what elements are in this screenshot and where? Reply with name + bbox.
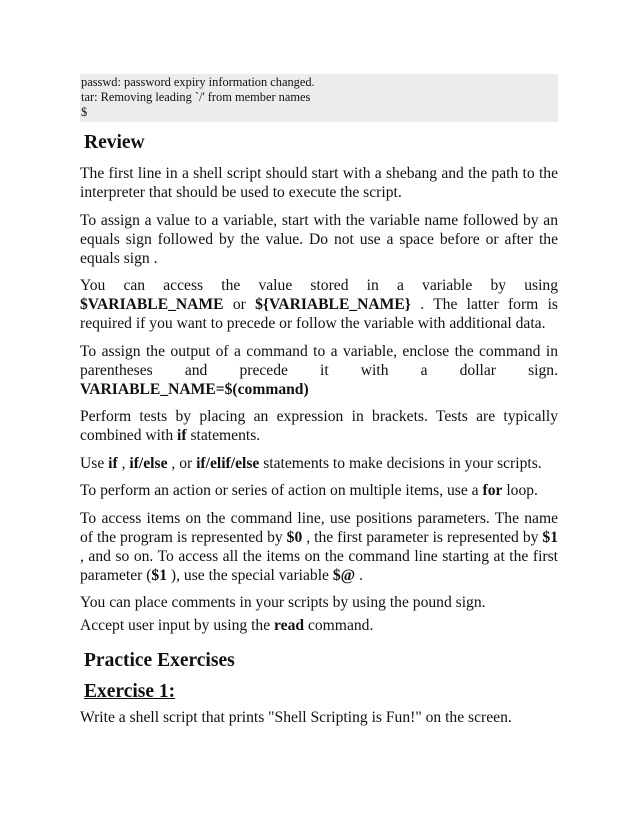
bold-for: for	[482, 482, 503, 499]
exercise-1-text: Write a shell script that prints "Shell Scripting is Fun!" on the screen.	[80, 709, 512, 726]
code-line-2: tar: Removing leading `/' from member names	[81, 90, 311, 104]
document-page	[80, 74, 558, 727]
review-paragraph-assign-variable: To assign a value to a variable, start with the variable name followed by an equals sign followed by the value. Do not use a space before or after the equals sign .	[80, 211, 558, 267]
bold-if: if	[177, 427, 187, 444]
review-paragraph-conditionals: Use if , if/else , or if/elif/else statements to make decisions in your scripts.	[80, 454, 542, 472]
bold-variable-name: $VARIABLE_NAME	[80, 296, 224, 313]
access-variable-line-1: You can access the value stored in a variable by using	[80, 277, 558, 294]
command-substitution-example: VARIABLE_NAME=$(command)	[80, 380, 309, 398]
access-variable-rest: $VARIABLE_NAME or ${VARIABLE_NAME} . The latter form is required if you want to precede or follow the variable with additional data.	[80, 296, 558, 332]
review-paragraph-read: Accept user input by using the read command.	[80, 617, 374, 634]
exercise-1-heading: Exercise 1:	[84, 681, 176, 702]
review-paragraph-for-loop: To perform an action or series of action on multiple items, use a for loop.	[80, 482, 538, 499]
bold-variable-name-braces: ${VARIABLE_NAME}	[255, 296, 411, 313]
review-paragraph-positional-parameters: To access items on the command line, use positions parameters. The name of the program is represented by $0 , the first parameter is represented by $1 , and so on. To access all the items on the command line starting at the first parameter ($1 ), use the special variable $@ .	[80, 509, 558, 584]
bold-read: read	[274, 617, 305, 634]
terminal-output-block	[80, 74, 558, 122]
code-line-3: $	[81, 105, 88, 119]
review-paragraph-command-substitution	[80, 342, 558, 399]
review-paragraph-access-variable	[80, 276, 558, 333]
review-paragraph-shebang: The first line in a shell script should start with a shebang and the path to the interpreter that should be used to execute the script.	[80, 165, 558, 201]
review-paragraph-comments: You can place comments in your scripts by using the pound sign.	[80, 594, 486, 611]
code-line-1: passwd: password expiry information changed.	[81, 75, 315, 89]
review-paragraph-tests: Perform tests by placing an expression in brackets. Tests are typically combined with if statements.	[80, 408, 558, 444]
review-heading: Review	[84, 132, 145, 153]
command-substitution-text: To assign the output of a command to a variable, enclose the command in parentheses and precede it with a dollar sign.	[80, 342, 558, 379]
practice-exercises-heading: Practice Exercises	[84, 650, 235, 671]
